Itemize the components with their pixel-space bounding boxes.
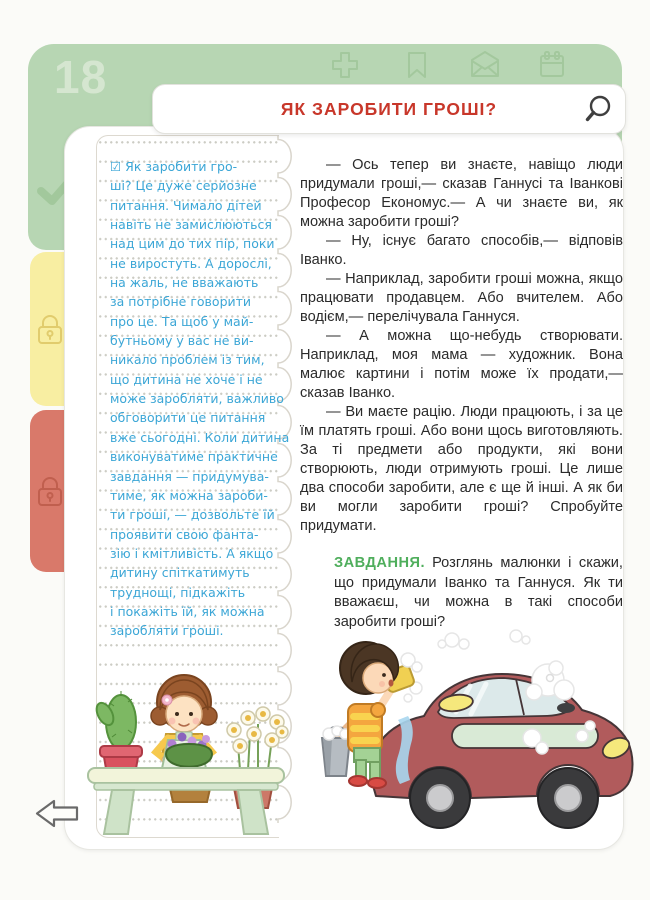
handwritten-line: ☑ Як заробити гро- bbox=[110, 159, 238, 174]
handwritten-line: тиме, як можна зароби- bbox=[110, 487, 268, 503]
bookmark-icon[interactable] bbox=[409, 53, 425, 77]
handwritten-note bbox=[110, 157, 289, 641]
handwritten-line: що дитина не хоче і не bbox=[110, 371, 263, 387]
dialogue-paragraph: — Ви маєте рацію. Люди працюють, і за це їм платять гроші. Або вони щось виготовляють. За ті предмети або продукти, які вони створюють, люди отримують гроші. Це лише два способи заробити, але є ще й інші. А як би ви могли заробити гроші? Спробуйте придумати. bbox=[300, 404, 623, 534]
handwritten-line: над цим до тих пір, поки bbox=[110, 236, 275, 252]
flower-stand-illustration bbox=[82, 658, 290, 842]
handwritten-line: труднощі, підкажіть bbox=[110, 584, 246, 600]
dialogue-paragraph: — Наприклад, заробити гроші можна, якщо працювати продавцем. Або вчителем. Або водієм,— перелічувала Ганнуся. bbox=[300, 271, 623, 325]
car-wash-illustration bbox=[320, 628, 642, 846]
page-number: 18 bbox=[54, 51, 108, 103]
handwritten-line: на жаль, не вважають bbox=[110, 275, 259, 291]
lock-icon bbox=[35, 474, 65, 508]
handwritten-line: про це. Та щоб у май- bbox=[110, 313, 254, 329]
handwritten-line: обговорити це питання bbox=[110, 410, 266, 426]
handwritten-line: навіть не замислюються bbox=[110, 217, 272, 233]
handwritten-line: виконуватиме практичне bbox=[110, 449, 278, 465]
handwritten-line: завдання — придумува- bbox=[110, 468, 269, 484]
task-text: Розглянь малюнки і скажи, що придумали Іванко та Ганнуся. Як ти вважаєш, чи можна в такі способи заробити гроші? bbox=[334, 555, 623, 630]
mail-icon[interactable] bbox=[472, 52, 498, 76]
handwritten-line: заробляти гроші. bbox=[110, 623, 224, 639]
handwritten-line: бутньому у вас не ви- bbox=[110, 333, 254, 349]
search-bar[interactable] bbox=[152, 84, 626, 134]
handwritten-line: зію і кмітливість. А якщо bbox=[110, 545, 274, 561]
lock-icon bbox=[35, 312, 65, 346]
search-icon[interactable] bbox=[583, 94, 613, 124]
handwritten-line: проявити свою фанта- bbox=[110, 526, 259, 542]
handwritten-line: не виростуть. А дорослі, bbox=[110, 255, 272, 271]
dialogue-paragraph: — Ну, існує багато способів,— відповів Іванко. bbox=[300, 233, 623, 268]
story-text bbox=[300, 156, 623, 632]
back-arrow-icon[interactable] bbox=[34, 798, 80, 830]
task-block bbox=[334, 554, 623, 632]
header-toolbar bbox=[300, 46, 590, 84]
dialogue-paragraph: — А можна що-небудь створювати. Наприклад, моя мама — художник. Вона малює картини і потім може їх продати,— сказав Іванко. bbox=[300, 328, 623, 401]
handwritten-line: ші? Це дуже серйозне bbox=[110, 178, 257, 194]
handwritten-line: вже сьогодні. Коли дитина bbox=[110, 429, 290, 445]
handwritten-line: ти гроші, — дозвольте їй bbox=[110, 507, 275, 523]
task-label: ЗАВДАННЯ. bbox=[334, 555, 426, 571]
page-title: ЯК ЗАРОБИТИ ГРОШІ? bbox=[280, 98, 498, 119]
handwritten-line: і покажіть їй, як можна bbox=[110, 603, 265, 619]
calendar-icon[interactable] bbox=[541, 52, 563, 76]
add-icon[interactable] bbox=[333, 53, 357, 77]
handwritten-line: дитину спіткатимуть bbox=[110, 565, 250, 581]
handwritten-line: питання. Чимало дітей bbox=[110, 197, 262, 213]
handwritten-line: за потрібне говорити bbox=[110, 294, 252, 310]
dialogue-paragraph: — Ось тепер ви знаєте, навіщо люди придумали гроші,— сказав Ганнусі та Іванкові Професор Економус.— А чи знаєте ви, як можна заробити гроші? bbox=[300, 157, 623, 230]
handwritten-line: може заробляти, важливо bbox=[110, 391, 284, 407]
handwritten-line: никало проблем із тим, bbox=[110, 352, 265, 368]
